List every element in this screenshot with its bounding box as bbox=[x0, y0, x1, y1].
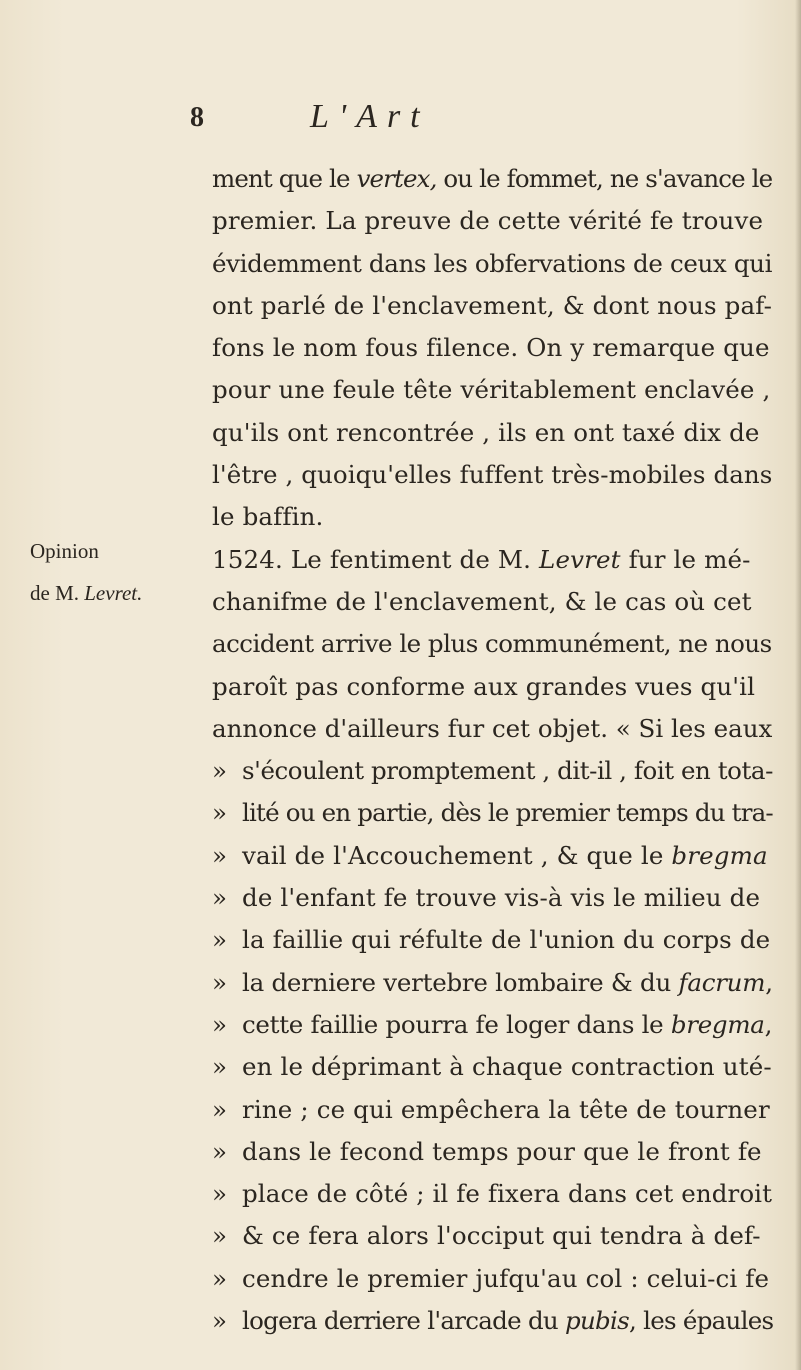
italic-text: Levret bbox=[539, 544, 621, 574]
text-line bbox=[212, 327, 772, 369]
text-line bbox=[212, 877, 772, 919]
text-segment: place de côté ; il fe fixera dans cet endroit bbox=[242, 1179, 773, 1209]
text-segment: rine ; ce qui empêchera la tête de tourner bbox=[242, 1094, 770, 1124]
text-segment: chanifme de l'enclavement, & le cas où cet bbox=[212, 586, 752, 616]
text-segment: dans le fecond temps pour que le front fe bbox=[242, 1136, 762, 1166]
text-line bbox=[212, 539, 772, 581]
margin-note-line-1: Opinion bbox=[30, 539, 99, 563]
text-segment: 1524. Le fentiment de M. bbox=[212, 544, 540, 574]
quotation-mark: » bbox=[212, 1094, 228, 1124]
text-segment: de l'enfant fe trouve vis-à vis le milieu de bbox=[242, 883, 761, 913]
text-line bbox=[212, 792, 772, 834]
page-edge-shadow bbox=[795, 0, 801, 1370]
quotation-mark: » bbox=[212, 840, 228, 870]
quotation-mark: » bbox=[212, 798, 227, 828]
quotation-mark: » bbox=[212, 1221, 228, 1251]
text-segment: en le déprimant à chaque contraction uté- bbox=[242, 1052, 772, 1082]
text-segment: fur le mé- bbox=[620, 544, 751, 574]
text-line bbox=[212, 623, 772, 665]
quotation-mark: » bbox=[212, 1009, 227, 1039]
text-line bbox=[212, 750, 772, 792]
text-line bbox=[212, 285, 772, 327]
text-segment: annonce d'ailleurs fur cet objet. « Si les eaux bbox=[212, 713, 773, 743]
text-segment: fons le nom fous filence. On y remarque que bbox=[212, 333, 770, 363]
text-segment: évidemment dans les obfervations de ceux qui bbox=[212, 248, 773, 278]
quotation-mark: » bbox=[212, 1263, 228, 1293]
text-line bbox=[212, 454, 772, 496]
text-segment: lité ou en partie, dès le premier temps du tra- bbox=[242, 798, 773, 828]
text-line bbox=[212, 708, 772, 750]
text-segment: , bbox=[765, 967, 773, 997]
text-segment: ment que le bbox=[212, 164, 357, 193]
text-segment: la faillie qui réfulte de l'union du corps de bbox=[242, 925, 771, 955]
quotation-mark: » bbox=[212, 967, 227, 997]
text-line bbox=[212, 412, 772, 454]
text-segment: paroît pas conforme aux grandes vues qu'il bbox=[212, 671, 756, 701]
text-line bbox=[212, 1215, 772, 1257]
margin-note-line-2 bbox=[30, 581, 142, 606]
italic-text: facrum bbox=[678, 967, 766, 997]
text-line bbox=[212, 1131, 772, 1173]
text-segment: ont parlé de l'enclavement, & dont nous paf- bbox=[212, 290, 773, 320]
text-line bbox=[212, 919, 772, 961]
quotation-mark: » bbox=[212, 1052, 228, 1082]
text-segment: , les épaules bbox=[628, 1306, 774, 1336]
text-segment: accident arrive le plus communément, ne nous bbox=[212, 629, 772, 659]
italic-text: bregma bbox=[670, 1009, 765, 1039]
text-segment: cette faillie pourra fe loger dans le bbox=[242, 1009, 671, 1039]
text-segment: premier. La preuve de cette vérité fe trouve bbox=[212, 206, 764, 236]
text-line bbox=[212, 1004, 772, 1046]
text-line bbox=[212, 200, 772, 242]
margin-note-prefix: de M. bbox=[30, 581, 85, 605]
text-segment: & ce fera alors l'occiput qui tendra à def- bbox=[242, 1221, 761, 1251]
quotation-mark: » bbox=[212, 883, 228, 913]
text-line bbox=[212, 158, 772, 200]
text-segment: le baffin. bbox=[212, 502, 324, 532]
quotation-mark: » bbox=[212, 1136, 228, 1166]
text-segment: , bbox=[764, 1009, 773, 1039]
text-segment: cendre le premier jufqu'au col : celui-ci fe bbox=[242, 1263, 770, 1293]
text-line bbox=[212, 835, 772, 877]
text-segment: qu'ils ont rencontrée , ils en ont taxé dix de bbox=[212, 417, 760, 447]
page-number: 8 bbox=[190, 102, 204, 133]
text-line bbox=[212, 1046, 772, 1088]
italic-text: bregma bbox=[671, 840, 768, 870]
text-segment: ou le fommet, ne s'avance le bbox=[436, 164, 773, 193]
text-line bbox=[212, 962, 772, 1004]
text-segment: vail de l'Accouchement , & que le bbox=[242, 840, 672, 870]
running-title: L'Art bbox=[310, 98, 430, 135]
italic-text: pubis bbox=[565, 1306, 629, 1336]
quotation-mark: » bbox=[212, 756, 227, 786]
text-line bbox=[212, 581, 772, 623]
quotation-mark: » bbox=[212, 1306, 227, 1336]
quotation-mark: » bbox=[212, 1179, 228, 1209]
text-segment: la derniere vertebre lombaire & du bbox=[242, 967, 679, 997]
text-line bbox=[212, 1300, 772, 1342]
text-segment: l'être , quoiqu'elles fuffent très-mobiles dans bbox=[212, 460, 773, 490]
quotation-mark: » bbox=[212, 925, 228, 955]
text-line bbox=[212, 666, 772, 708]
italic-text: vertex, bbox=[356, 164, 437, 193]
margin-note-name: Levret. bbox=[84, 581, 143, 605]
text-segment: s'écoulent promptement , dit-il , foit en tota- bbox=[242, 756, 773, 786]
text-line bbox=[212, 1173, 772, 1215]
text-line bbox=[212, 243, 772, 285]
text-line bbox=[212, 369, 772, 411]
running-head bbox=[190, 98, 790, 142]
text-segment: pour une feule tête véritablement enclavée , bbox=[212, 375, 771, 405]
body-text bbox=[212, 158, 772, 1342]
text-line bbox=[212, 1089, 772, 1131]
text-segment: logera derriere l'arcade du bbox=[242, 1306, 566, 1336]
text-line bbox=[212, 496, 772, 538]
text-line bbox=[212, 1258, 772, 1300]
